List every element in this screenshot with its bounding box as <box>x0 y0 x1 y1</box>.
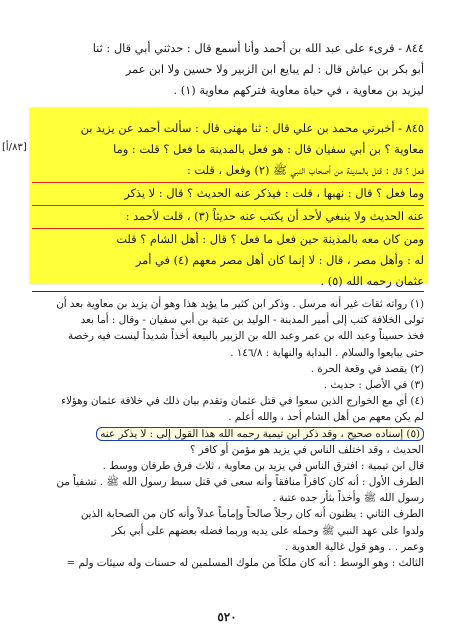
page-number: ٥٢٠ <box>217 610 237 624</box>
text-line: ومن كان معه بالمدينة حين فعل ما فعل ؟ قال : أهل الشام ؟ قلت <box>116 232 424 246</box>
underlined-text-line: فعل ؟ قال : قتل بالمدينة من أصحاب النبي ﷺ (٢) وفعل ، قلت : <box>32 160 424 183</box>
paragraph-845 <box>32 118 424 292</box>
footnote-line: الحديث ، وقد اختلف الناس في يزيد هو مؤمن أو كافر ؟ <box>189 443 424 456</box>
text-line: ليزيد بن معاوية ، في حياة معاوية فتركهم معاوية (١) . <box>173 83 424 97</box>
note-5-box: (٥) إسناده صحيح ، وقد ذكر ابن تيمية رحمه الله هذا القول إلى : لا يذكر عنه <box>96 427 424 441</box>
footnote-line: قال ابن تيمية : افترق الناس في يزيد بن معاوية ، ثلاث فرق طرفان ووسط . <box>102 459 424 472</box>
footnote-line: الثالث : وهو الوسط : أنه كان ملكاً من ملوك المسلمين له حسنات وله سيئات ولم = <box>66 557 424 569</box>
footnote-line: رسول الله ﷺ وأخذاً بثأر جده عتبة . <box>272 492 424 505</box>
underlined-text-line: عنه الحديث ولا ينبغي لأحد أن يكتب عنه حديثاً (٣) ، قلت لأحمد : <box>32 206 424 229</box>
footnote-line-boxed <box>32 426 424 442</box>
footnote-line: (١) رواته ثقات غير أنه مرسل . وذكر ابن كثير ما يؤيد هذا وهو أن يزيد بن معاوية بعد أن <box>56 298 424 310</box>
text-line: له : وأهل مصر ، قال : لا إنما كان أهل مصر معهم (٤) في أمر <box>135 253 424 267</box>
footnote-line: وعمر . . وهو قول غالية العدوية . <box>285 540 424 553</box>
underlined-text-line: وما فعل ؟ قال : نهبها ، قلت : فيذكر عنه الحديث ؟ قال : لا يذكر <box>32 183 424 206</box>
footnote-line: الطرف الأول : أنه كان كافراً منافقاً وأنه سعى في قتل سبط رسول الله ﷺ . تشفياً من <box>56 476 424 489</box>
margin-folio-reference: [٨٣/أ] <box>2 142 27 153</box>
footnote-line: ولدوا على عهد النبي ﷺ وحمله على يديه وربما فضله بعضهم على أبي بكر <box>111 524 424 537</box>
text-line: ٨٤٥ - أخبرني محمد بن علي قال : ثنا مهنى قال : سألت أحمد عن يزيد بن <box>80 121 424 135</box>
footnote-line: حتى يبايعوا والسلام . البداية والنهاية : ١٤٦/٨ . <box>230 346 424 359</box>
footnote-line: (٤) أي مع الخوارج الذين سعوا في قتل عثمان وتقدم بيان ذلك في خلافة عثمان وهؤلاء <box>61 395 424 408</box>
text-line: أبو بكر بن عياش قال : لم يبايع ابن الزبير ولا حسين ولا ابن عمر <box>125 62 424 76</box>
text-line: ٨٤٤ - قرىء على عبد الله بن أحمد وأنا أسمع قال : حدثني أبي قال : ثنا <box>92 41 424 55</box>
footnote-line: الطرف الثاني : يظنون أنه كان رجلاً صالحاً وإماماً عدلاً وأنه كان من الصحابة الذين <box>80 508 424 521</box>
footnote-separator <box>32 291 424 292</box>
text-line: معاوية ؟ بن أبي سفيان قال : هو فعل بالمدينة ما فعل ؟ قلت : وما <box>113 142 424 156</box>
paragraph-844 <box>32 38 424 101</box>
text-line: عثمان رحمه الله (٥) . <box>320 274 424 288</box>
footnotes <box>32 296 424 571</box>
footnote-line: (٢) يقصد في وقعة الحرة . <box>310 362 424 375</box>
footnote-line: فخذ حسيناً وعبد الله بن عمر وعبد الله بن الزبير بالبيعة أخذاً شديداً ليست فيه رخصة <box>68 330 424 343</box>
footnote-line: لم يكن معهم من أهل الشام أحد ، والله أعلم . <box>228 411 424 424</box>
footnote-line: (٣) في الأصل : حديث . <box>323 378 424 391</box>
footnote-line: تولى الخلافة كتب إلى أمير المدينة - الوليد بن عتبة بن أبي سفيان - وقال : أما بعد <box>80 314 424 327</box>
